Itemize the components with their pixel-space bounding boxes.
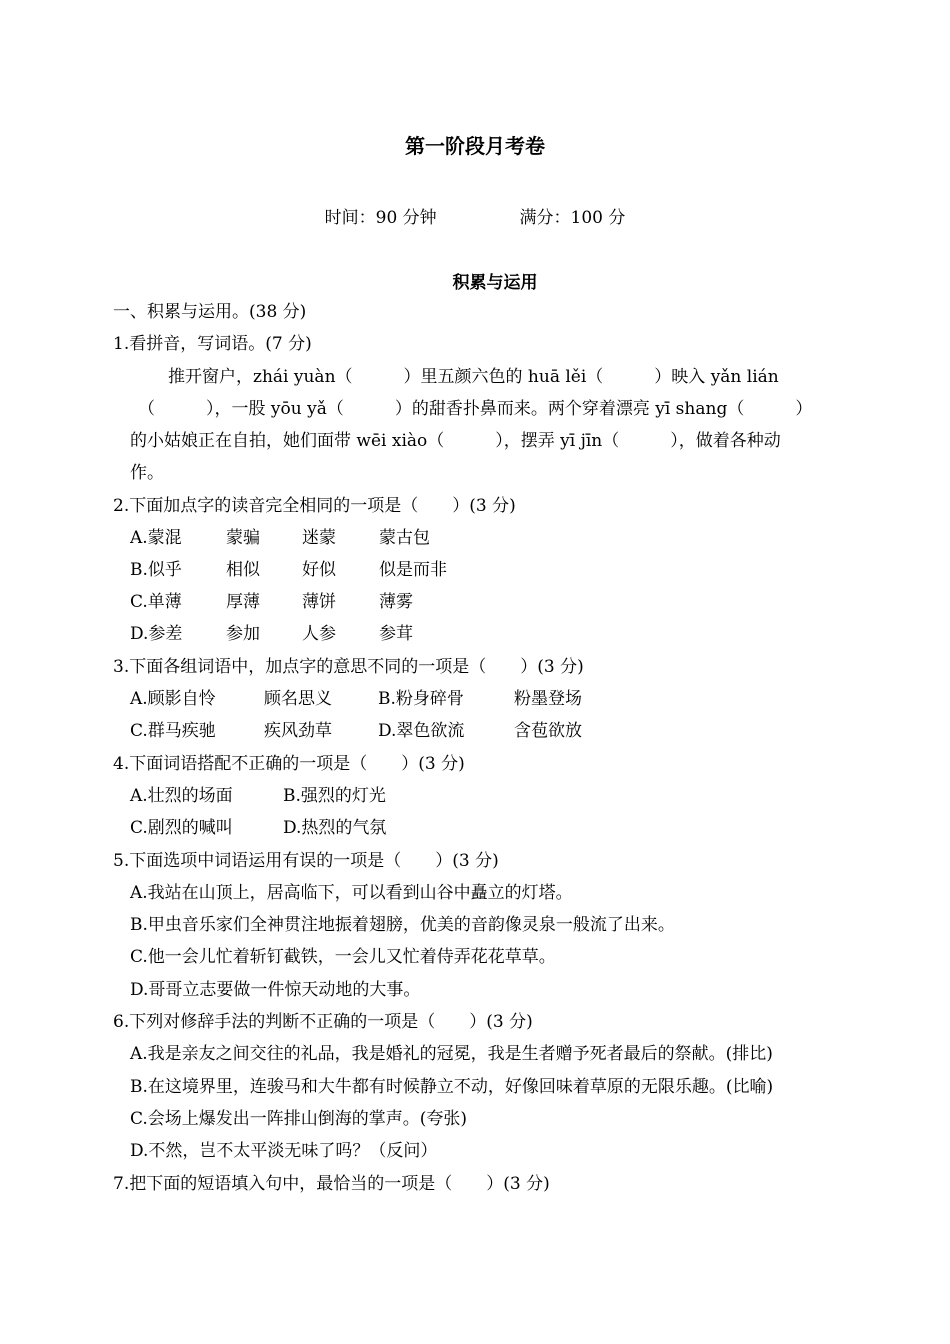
question-6-option: D.不然，岂不太平淡无味了吗？（反问） <box>130 1141 438 1161</box>
option-word: 人参 <box>302 624 336 644</box>
part-heading: 一、积累与运用。(38 分) <box>113 302 307 322</box>
question-1-line: 作。 <box>130 463 164 483</box>
question-6-option: A.我是亲友之间交往的礼品，我是婚礼的冠冕，我是生者赠予死者最后的祭献。(排比) <box>130 1044 773 1064</box>
exam-meta <box>0 203 950 228</box>
option-word: 薄饼 <box>302 592 336 612</box>
option-word: 似是而非 <box>379 560 447 580</box>
question-6-stem: 6.下列对修辞手法的判断不正确的一项是（ ）(3 分) <box>113 1012 533 1032</box>
section-title: 积累与运用 <box>452 273 538 293</box>
option-word: C.群马疾驰 <box>130 721 216 741</box>
option-word: D.参差 <box>130 624 183 644</box>
option-word: A.壮烈的场面 <box>130 786 233 806</box>
option-word: 粉墨登场 <box>514 689 582 709</box>
option-word: 含苞欲放 <box>514 721 582 741</box>
option-word: 参茸 <box>379 624 413 644</box>
option-word: 迷蒙 <box>302 528 336 548</box>
question-5-option: A.我站在山顶上，居高临下，可以看到山谷中矗立的灯塔。 <box>130 883 573 903</box>
question-2-stem: 2.下面加点字的读音完全相同的一项是（ ）(3 分) <box>113 496 516 516</box>
question-6-option: B.在这境界里，连骏马和大牛都有时候静立不动，好像回味着草原的无限乐趣。(比喻) <box>130 1077 774 1097</box>
option-word: B.粉身碎骨 <box>378 689 464 709</box>
option-word: B.强烈的灯光 <box>283 786 386 806</box>
question-1-line: 推开窗户，zhái yuàn（ ）里五颜六色的 huā lěi（ ）映入 yǎn lián <box>168 367 779 387</box>
question-1-line: 的小姑娘正在自拍，她们面带 wēi xiào（ ），摆弄 yī jīn（ ），做着各种动 <box>130 431 781 451</box>
option-word: C.单薄 <box>130 592 182 612</box>
option-word: 好似 <box>302 560 336 580</box>
question-6-option: C.会场上爆发出一阵排山倒海的掌声。(夸张) <box>130 1109 468 1129</box>
option-word: D.热烈的气氛 <box>283 818 387 838</box>
option-word: D.翠色欲流 <box>378 721 465 741</box>
question-1-line: （ ），一股 yōu yǎ（ ）的甜香扑鼻而来。两个穿着漂亮 yī shang（ ） <box>138 399 813 419</box>
question-5-option: B.甲虫音乐家们全神贯注地振着翅膀，优美的音韵像灵泉一般流了出来。 <box>130 915 675 935</box>
option-word: 疾风劲草 <box>264 721 332 741</box>
option-word: A.蒙混 <box>130 528 182 548</box>
exam-title: 第一阶段月考卷 <box>405 134 545 158</box>
question-4-stem: 4.下面词语搭配不正确的一项是（ ）(3 分) <box>113 754 465 774</box>
option-word: A.顾影自怜 <box>130 689 216 709</box>
option-word: 相似 <box>226 560 260 580</box>
option-word: 参加 <box>226 624 260 644</box>
question-3-stem: 3.下面各组词语中，加点字的意思不同的一项是（ ）(3 分) <box>113 657 584 677</box>
option-word: 蒙骗 <box>226 528 260 548</box>
question-5-option: D.哥哥立志要做一件惊天动地的大事。 <box>130 980 421 1000</box>
question-5-stem: 5.下面选项中词语运用有误的一项是（ ）(3 分) <box>113 851 499 871</box>
option-word: C.剧烈的喊叫 <box>130 818 233 838</box>
option-word: 蒙古包 <box>379 528 430 548</box>
option-word: B.似乎 <box>130 560 182 580</box>
option-word: 厚薄 <box>226 592 260 612</box>
question-7-stem: 7.把下面的短语填入句中，最恰当的一项是（ ）(3 分) <box>113 1174 550 1194</box>
exam-score: 满分：100 分 <box>519 208 626 228</box>
question-5-option: C.他一会儿忙着斩钉截铁，一会儿又忙着侍弄花花草草。 <box>130 947 556 967</box>
option-word: 顾名思义 <box>264 689 332 709</box>
option-word: 薄雾 <box>379 592 413 612</box>
question-1-stem: 1.看拼音，写词语。(7 分) <box>113 334 312 354</box>
exam-time: 时间：90 分钟 <box>324 208 437 228</box>
